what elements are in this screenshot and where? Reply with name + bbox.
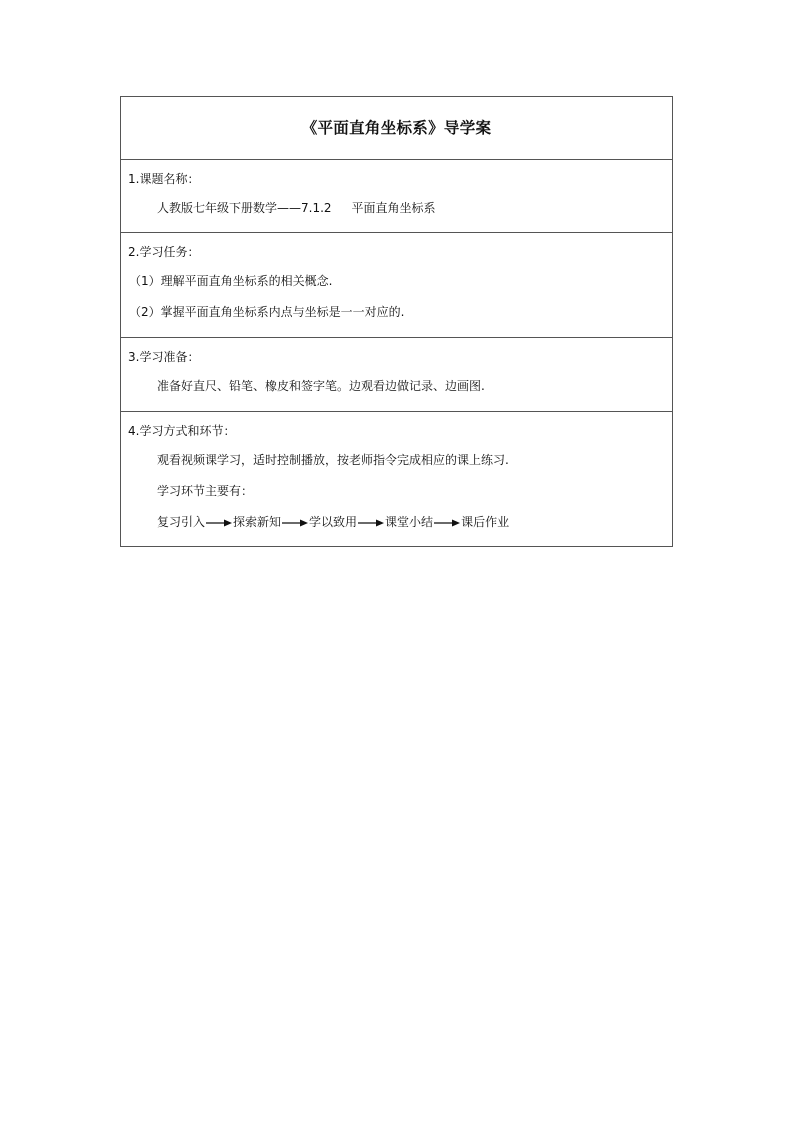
learning-tasks-heading: 2.学习任务：	[128, 245, 200, 259]
learning-tasks-row	[121, 233, 673, 338]
arrow-right-icon	[358, 518, 384, 528]
title-row	[121, 97, 673, 160]
flow-step: 学以致用	[309, 515, 358, 529]
learning-steps-flow	[128, 507, 666, 538]
flow-step: 课堂小结	[385, 515, 434, 529]
course-name-row	[121, 160, 673, 233]
preparation-text: 准备好直尺、铅笔、橡皮和签字笔。边观看边做记录、边画图.	[157, 379, 485, 393]
course-name-heading: 1.课题名称：	[128, 172, 200, 186]
steps-heading: 学习环节主要有：	[157, 484, 254, 498]
course-name-cell	[121, 160, 673, 233]
preparation-heading: 3.学习准备：	[128, 350, 200, 364]
methods-text: 观看视频课学习，适时控制播放，按老师指令完成相应的课上练习.	[157, 453, 509, 467]
course-name-line	[128, 193, 666, 224]
learning-task-item: （2）掌握平面直角坐标系内点与坐标是一一对应的.	[129, 305, 405, 319]
preparation-row	[121, 338, 673, 412]
methods-heading: 4.学习方式和环节：	[128, 424, 236, 438]
flow-step: 课后作业	[461, 515, 510, 529]
arrow-right-icon	[282, 518, 308, 528]
methods-row	[121, 412, 673, 547]
course-topic-text: 平面直角坐标系	[351, 201, 436, 215]
methods-cell	[121, 412, 673, 547]
flow-step: 探索新知	[233, 515, 282, 529]
arrow-right-icon	[206, 518, 232, 528]
study-guide-table	[120, 96, 673, 547]
document-title: 《平面直角坐标系》导学案	[301, 119, 492, 137]
learning-task-item: （1）理解平面直角坐标系的相关概念.	[129, 274, 333, 288]
course-name-text: 人教版七年级下册数学——7.1.2	[157, 201, 332, 215]
learning-tasks-cell	[121, 233, 673, 338]
title-cell	[121, 97, 673, 160]
arrow-right-icon	[434, 518, 460, 528]
flow-step: 复习引入	[157, 515, 206, 529]
preparation-cell	[121, 338, 673, 412]
